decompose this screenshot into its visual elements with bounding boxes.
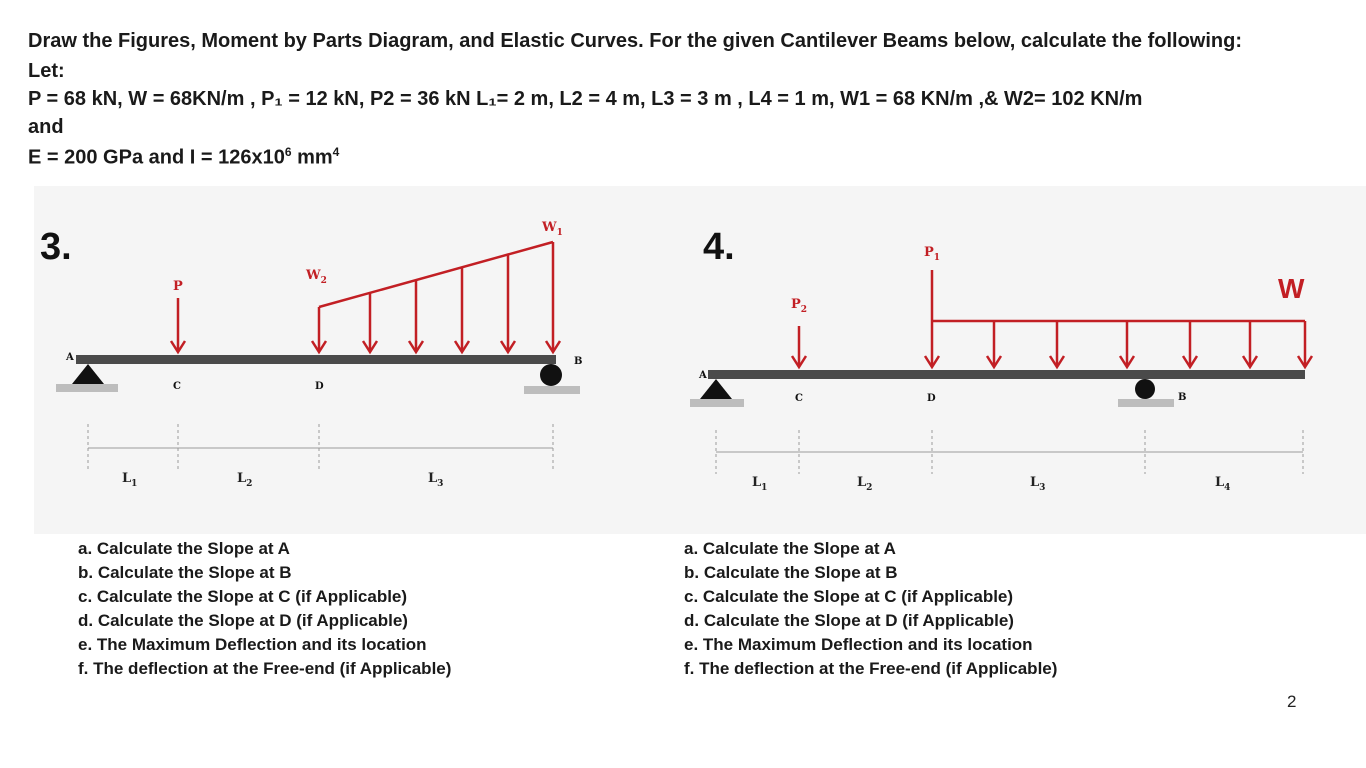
question-item: b. Calculate the Slope at B (78, 563, 292, 582)
dim-l1: $L_1$ (122, 471, 138, 489)
dim-l3: $L_3$ (428, 471, 444, 489)
question-item: d. Calculate the Slope at D (if Applicable) (684, 611, 1014, 630)
let-label: Let: (28, 60, 65, 82)
figure-4-number: 4. (703, 226, 735, 268)
label-w2: $W_2$ (306, 268, 327, 286)
label-p: P (173, 279, 183, 294)
label-a: A (66, 352, 74, 363)
given-values: P = 68 kN, W = 68KN/m , P₁ = 12 kN, P2 = 36 kN L₁= 2 m, L2 = 4 m, L3 = 3 m , L4 = 1 m, W1 = 68 KN/m ,& W2= 102 KN/m (28, 88, 1143, 110)
label-c: C (173, 381, 181, 392)
uniform-distributed-load (932, 321, 1312, 367)
question-item: b. Calculate the Slope at B (684, 563, 898, 582)
question-item: e. The Maximum Deflection and its location (78, 635, 427, 654)
problem-statement: Draw the Figures, Moment by Parts Diagram, and Elastic Curves. For the given Cantilever Beams below, calculate the following: (28, 30, 1243, 52)
material-properties-text: E = 200 GPa and I = 126x10 (28, 146, 285, 169)
figure-4-questions (684, 537, 1057, 681)
label-p2: $P_2$ (791, 297, 808, 315)
ground-a (690, 399, 744, 407)
question-item: a. Calculate the Slope at A (78, 539, 290, 558)
question-item: c. Calculate the Slope at C (if Applicable) (684, 587, 1014, 606)
beam-4 (708, 370, 1305, 379)
dim-l3: $L_3$ (1030, 475, 1046, 493)
inertia-unit-exponent: 4 (332, 145, 340, 159)
dim-l1: $L_1$ (752, 475, 768, 493)
label-p1: $P_1$ (924, 245, 941, 263)
inertia-unit: mm (291, 146, 333, 169)
label-w1: $W_1$ (542, 220, 563, 238)
label-b: B (574, 356, 583, 367)
label-d: D (315, 381, 324, 392)
question-item: f. The deflection at the Free-end (if Applicable) (684, 659, 1058, 678)
label-d: D (927, 393, 936, 404)
and-label: and (28, 116, 64, 138)
figure-3-questions (78, 537, 451, 681)
figure-3-number: 3. (40, 226, 72, 268)
dim-l2: $L_2$ (237, 471, 253, 489)
pin-support-a (700, 379, 732, 399)
question-item: f. The deflection at the Free-end (if Applicable) (78, 659, 452, 678)
ground-b (1118, 399, 1174, 407)
label-w: W (1278, 273, 1305, 304)
dimension-line-4 (716, 430, 1303, 474)
question-item: e. The Maximum Deflection and its location (684, 635, 1033, 654)
dim-l2: $L_2$ (857, 475, 873, 493)
label-c: C (795, 393, 803, 404)
inertia-exponent: 6 (284, 145, 292, 159)
page-number: 2 (1287, 692, 1297, 711)
question-item: a. Calculate the Slope at A (684, 539, 896, 558)
question-item: d. Calculate the Slope at D (if Applicable) (78, 611, 408, 630)
roller-support-b (1135, 379, 1155, 399)
label-b: B (1178, 392, 1187, 403)
label-a: A (699, 370, 707, 381)
dim-l4: $L_4$ (1215, 475, 1231, 493)
question-item: c. Calculate the Slope at C (if Applicable) (78, 587, 408, 606)
